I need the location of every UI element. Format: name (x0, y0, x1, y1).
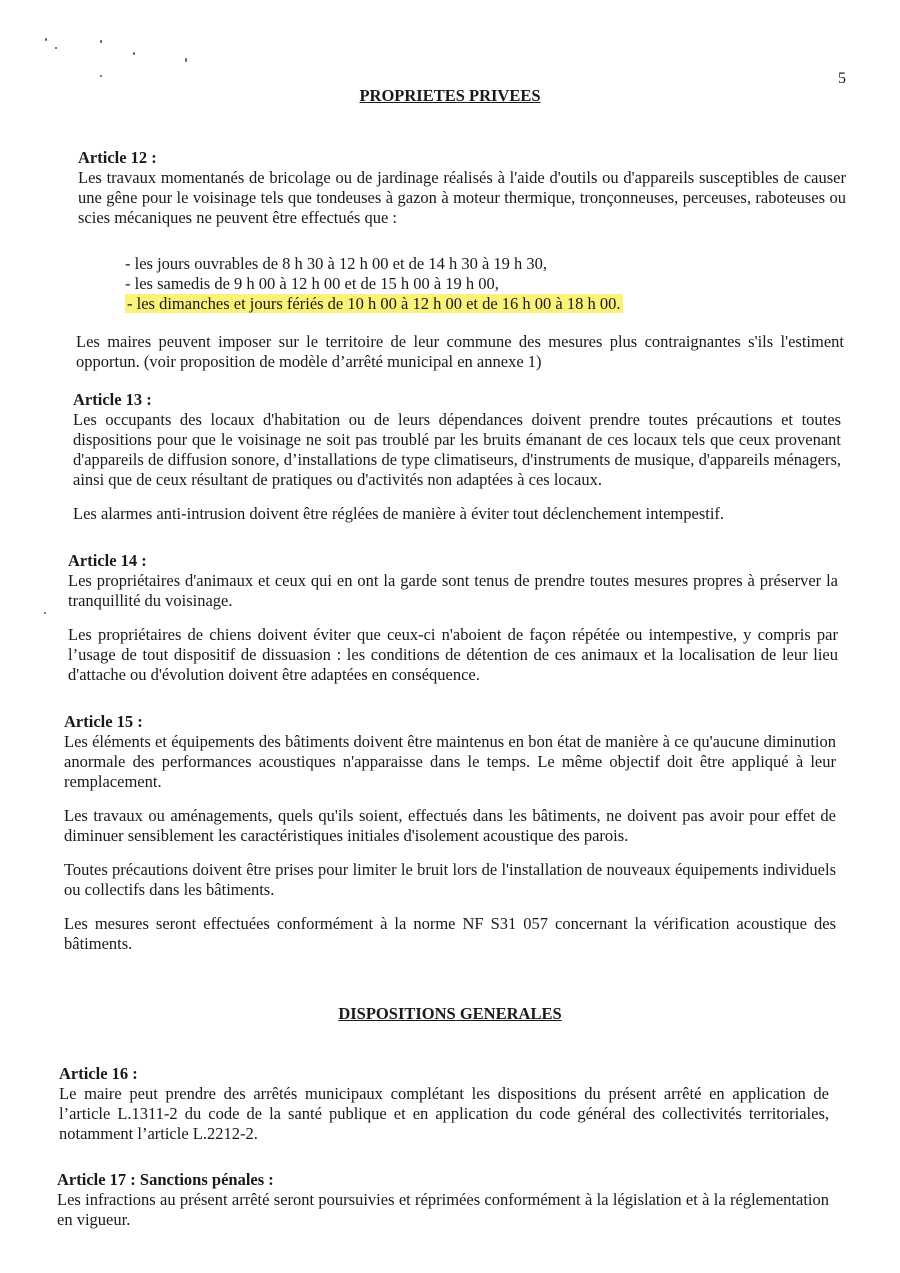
article-16 (59, 1064, 829, 1144)
article-12-title: Article 12 : (78, 148, 157, 167)
article-15-title: Article 15 : (64, 712, 143, 731)
scan-speck (100, 75, 102, 77)
article-14-title: Article 14 : (68, 551, 147, 570)
schedule-item-weekdays: - les jours ouvrables de 8 h 30 à 12 h 00 et de 14 h 30 à 19 h 30, (125, 254, 548, 273)
article-13-paragraph-2: Les alarmes anti-intrusion doivent être réglées de manière à éviter tout déclenchement intempestif. (73, 504, 725, 523)
page-number: 5 (838, 70, 846, 87)
scan-speck (55, 47, 57, 49)
article-16-title: Article 16 : (59, 1064, 138, 1083)
article-14-paragraph-1: Les propriétaires d'animaux et ceux qui en ont la garde sont tenus de prendre toutes mesures propres à préserver la tranquillité du voisinage. (68, 571, 838, 610)
article-17-paragraph-1: Les infractions au présent arrêté seront poursuivies et réprimées conformément à la législation et à la réglementation en vigueur. (57, 1190, 829, 1229)
article-15-paragraph-3: Toutes précautions doivent être prises pour limiter le bruit lors de l'installation de nouveaux équipements individuels ou collectifs dans les bâtiments. (64, 860, 836, 899)
scan-speck (185, 58, 187, 62)
schedule-item-sundays-highlighted: - les dimanches et jours fériés de 10 h 00 à 12 h 00 et de 16 h 00 à 18 h 00. (127, 294, 621, 313)
scan-speck (45, 38, 47, 41)
article-15-paragraph-1: Les éléments et équipements des bâtiments doivent être maintenus en bon état de manière à ce qu'aucune diminution anormale des performances acoustiques n'apparaisse dans le temps. Le même objectif doit être appliqué à leur remplacement. (64, 732, 836, 791)
article-13 (73, 390, 841, 524)
article-15-paragraph-2: Les travaux ou aménagements, quels qu'ils soient, effectués dans les bâtiments, ne doivent pas avoir pour effet de diminuer sensiblement les caractéristiques initiales d'isolement acoustique des parois. (64, 806, 836, 845)
article-16-paragraph-1: Le maire peut prendre des arrêtés municipaux complétant les dispositions du présent arrêté en application de l’article L.1311-2 du code de la santé publique et en application du code général des collectivités territoriales, notamment l’article L.2212-2. (59, 1084, 829, 1143)
article-13-paragraph-1: Les occupants des locaux d'habitation ou de leurs dépendances doivent prendre toutes précautions et toutes dispositions pour que le voisinage ne soit pas troublé par les bruits émanant de ces locaux tels que ceux provenant d'appareils de diffusion sonore, d’installations de type climatiseurs, d'instruments de musique, d'appareils ménagers, ainsi que de ceux résultant de pratiques ou d'activités non adaptées à ces locaux. (73, 410, 841, 489)
article-17 (57, 1170, 829, 1230)
article-13-title: Article 13 : (73, 390, 152, 409)
article-12 (78, 148, 846, 228)
article-12-schedule-list (125, 254, 623, 314)
article-12-note (76, 332, 844, 372)
article-14 (68, 551, 838, 685)
article-15 (64, 712, 836, 954)
article-17-title: Article 17 : Sanctions pénales : (57, 1170, 274, 1189)
section-title-dispositions-generales: DISPOSITIONS GENERALES (338, 1004, 562, 1023)
article-15-paragraph-4: Les mesures seront effectuées conformément à la norme NF S31 057 concernant la vérification acoustique des bâtiments. (64, 914, 836, 953)
scan-speck (44, 612, 46, 614)
article-14-paragraph-2: Les propriétaires de chiens doivent éviter que ceux-ci n'aboient de façon répétée ou intempestive, y compris par l’usage de tout dispositif de dissuasion : les conditions de détention de ces animaux et la localisation de leur lieu d'attache ou d'évolution doivent être adaptées en conséquence. (68, 625, 838, 684)
schedule-item-saturdays: - les samedis de 9 h 00 à 12 h 00 et de 15 h 00 à 19 h 00, (125, 274, 499, 293)
article-12-note-text: Les maires peuvent imposer sur le territoire de leur commune des mesures plus contraignantes s'ils l'estiment opportun. (voir proposition de modèle d’arrêté municipal en annexe 1) (76, 332, 844, 371)
article-12-intro: Les travaux momentanés de bricolage ou de jardinage réalisés à l'aide d'outils ou d'appareils susceptibles de causer une gêne pour le voisinage tels que tondeuses à gazon à moteur thermique, tronçonneuses, perceuses, raboteuses ou scies mécaniques ne peuvent être effectués que : (78, 168, 846, 227)
section-title-proprietes-privees: PROPRIETES PRIVEES (359, 86, 541, 105)
scan-speck (133, 52, 135, 55)
scan-speck (100, 40, 102, 43)
